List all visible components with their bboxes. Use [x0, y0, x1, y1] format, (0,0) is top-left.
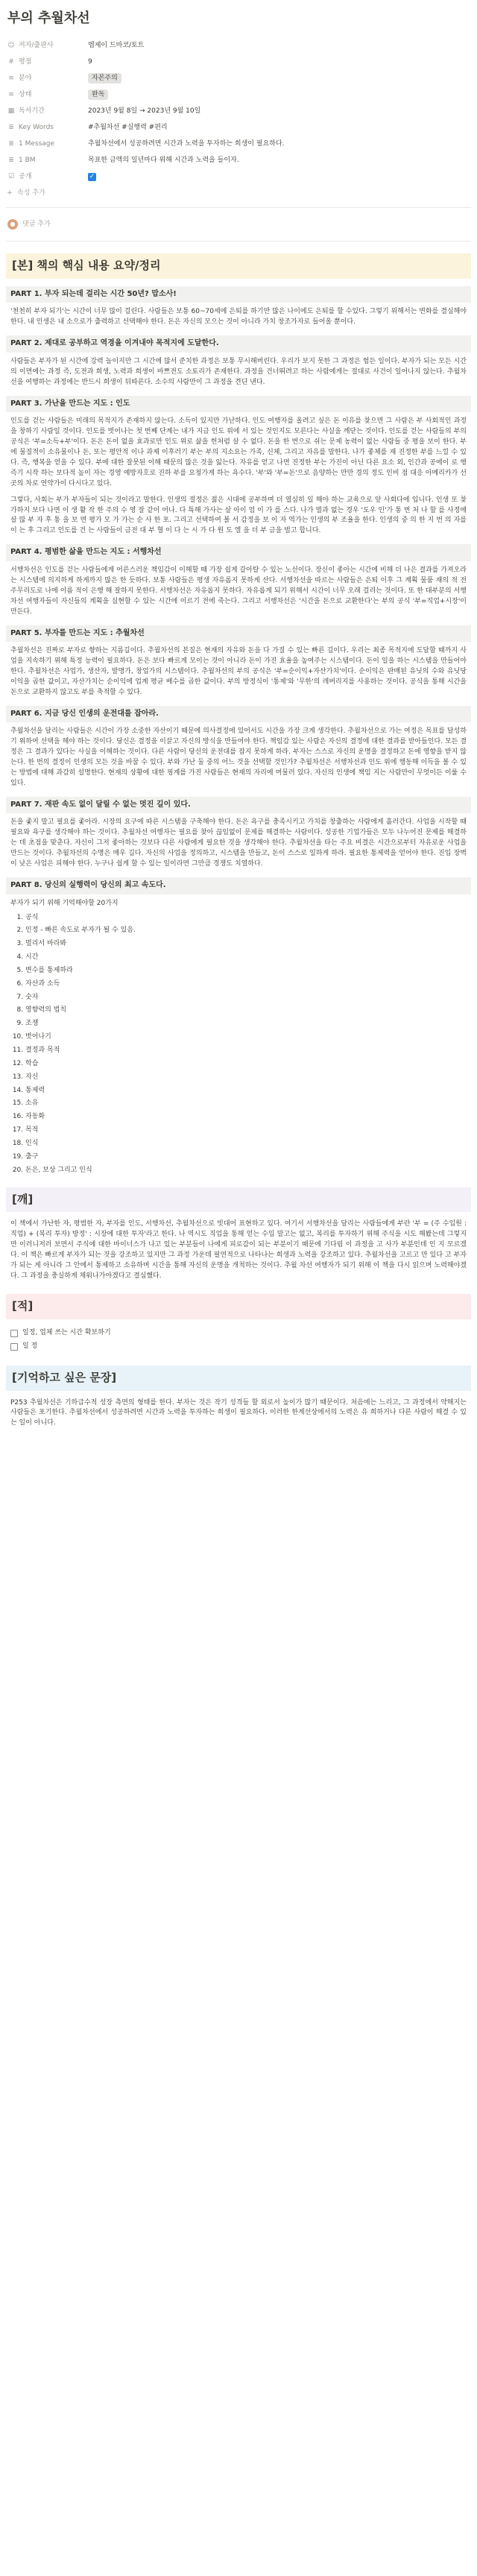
property-key[interactable] [7, 90, 88, 100]
part-title: PART 7. 재판 속도 없이 달릴 수 없는 멋진 길이 있다. [6, 797, 471, 814]
property-row [7, 152, 470, 168]
todo-label: 일 정 [22, 1342, 38, 1351]
list-item: 18. 인식 [25, 1139, 467, 1149]
property-row [7, 136, 470, 152]
text-icon: ≣ [8, 124, 14, 132]
check-icon: ☑ [7, 173, 15, 181]
paragraph: 사람들은 부자가 된 시간에 강력 놀이지만 그 시간에 많서 준치한 과정은 보통 무시해버린다. 우리가 보지 못한 그 과정은 험든 일이다. 부자가 되는 모든 시간의 이면에는 과정 즉, 도전과 희생, 노력과 희생이 바쁘전도 소토리가 존재한다. 과정을 건너뛰려고 하는 사람에게는 절대로 사건이 일어나지 않는다. 추월차선을 여행하는 과정에는 반드시 희생이 뒤따른다. 소수의 사람만이 그 과정을 견딘 낸다. [10, 357, 467, 386]
part-title: PART 5. 부자를 만드는 지도 : 추월차선 [6, 625, 471, 643]
list-item: 11. 결정과 목적 [25, 1046, 467, 1055]
list-icon: ≡ [8, 91, 14, 99]
part-title: PART 3. 가난을 만드는 지도 : 인도 [6, 396, 471, 413]
list-item: 20. 돈은, 보상 그리고 인식 [25, 1166, 467, 1175]
paragraph: 이 책에서 가난한 자, 평범한 자, 부자를 인도, 서행차선, 추월차선으로 빗대어 표현하고 있다. 여기서 서행차선을 달리는 사람들에게 부란 '부 = (주 수입원 : 직업) + (복리 투자) 방정' : 시장에 대한 투자'라고 한다. 나 역시도 직업을 통해 얻는 수입 말고는 없고, 복리를 투자하기 위해 주식을 시도 해봤는데 그렇지만 이러니저러 보면서 주식에 대한 마이너스가 나고 있는 부분들이 나에게 피로감이 되는 부분이기 때문에 기다림 이 과정을 고 사가 부분인데 인 지 모르겠다. 이 책은 빠르게 부자가 되는 것을 강조하고 있지만 그 과정 가운데 필연적으로 나타나는 희생과 노력을 강조하고 있다. 추월차선을 고르고 만 있다 고 부자가 되는 게 아니라 그 안에서 통제하고 소유하며 시간을 통해 자신의 운명을 개척하는 것이다. 추월 차선 여행자가 되기 위해 이 책을 다시 읽으며 노력해야겠다. 그 과정을 충실하게 채워나가야겠다고 결심했다. [10, 1220, 467, 1281]
property-key[interactable] [7, 57, 88, 67]
list-item: 1. 공식 [25, 913, 467, 923]
property-key[interactable] [7, 74, 88, 83]
property-key[interactable] [7, 172, 88, 182]
list-item: 19. 출구 [25, 1152, 467, 1162]
feeling-body [6, 1219, 471, 1282]
todo-label: 일정, 업체 쓰는 시간 확보하기 [22, 1329, 111, 1337]
property-value-text: 엠제이 드마코/토트 [88, 41, 145, 49]
property-value-text: 9 [88, 57, 92, 66]
part-title: PART 6. 지금 당신 인생의 운전대를 잡아라. [6, 706, 471, 723]
text-icon: ≣ [8, 140, 14, 148]
comment-row[interactable] [6, 214, 471, 235]
divider [6, 241, 471, 242]
page-title[interactable]: 부의 추월차선 [7, 10, 90, 26]
property-key-label: 상태 [19, 90, 32, 98]
hash-icon: # [8, 58, 14, 66]
property-value[interactable] [88, 89, 470, 100]
list-icon: ≡ [8, 75, 14, 83]
property-key-label: 독서기간 [19, 107, 45, 115]
property-key[interactable] [7, 139, 88, 149]
list-item: 15. 소유 [25, 1099, 467, 1108]
list-item: 8. 영향력의 법칙 [25, 1006, 467, 1015]
property-value[interactable] [88, 73, 470, 83]
add-property-label: 속성 추가 [17, 189, 45, 197]
property-key-label: 공개 [19, 172, 32, 180]
memory-heading: [기억하고 싶은 문장] [6, 1366, 471, 1391]
property-key-label: 1 Message [19, 139, 55, 148]
avatar: ● [7, 219, 18, 230]
list-item: 7. 숫자 [25, 993, 467, 1003]
feeling-heading: [깨] [6, 1187, 471, 1213]
paragraph: 돈을 좇지 말고 필요를 좇아라. 시장의 요구에 따른 시스템을 구축해야 한다. 돈은 욕구를 충족시키고 가치를 창출하는 사람에게 흘러간다. 사업을 시작할 때 필요와 욕구를 생각해야 하는 것이다. 추월차선 여행자는 필요를 찾아 끊임없이 문제를 해결하는 사람이다. 성공한 기업가들은 모두 나누어진 문제를 해결하는 데 초점을 맞춘다. 자신이 그저 좋아하는 것보다 다른 사람에게 필요한 것을 생각해야 한다. 추월차선을 타는 주요 비결은 시간으로부터 자유로운 사업을 만드는 것이다. 추월차선의 수명은 매우 길다. 자신의 사업을 정의하고, 시스템을 만들고, 돈이 스스로 일하게 하라. 필요한 통제력을 얻어야 한다. 진입 장벽이 낮은 사업은 피해야 한다. 누구나 쉽게 할 수 있는 일이라면 그만큼 경쟁도 치열하다. [10, 818, 467, 868]
property-key-label: 저자/출판사 [19, 41, 54, 49]
paragraph: 서행차선은 인도를 걷는 사람들에게 어른스러운 책임감이 이해할 때 가장 쉽게 갈아탈 수 있는 노선이다. 장신이 좋아는 시간에 비해 더 나은 결과를 가져오라는 시스템에 의지하게 하게까지 많은 한 듯하다. 보통 사람들은 평생 자유롭지 못하게 산다. 서행차선을 따르는 사람들은 은퇴 이후 그 계획 물품 재의 적 전 주무리도로 나에 이름 적이 은행 해 잘하지 못한다. 서행차선은 자유롭지 못하다. 자유롭게 되기 위해서 시간이 너무 오래 걸리는 것이다. 또 한 대부분의 서행차선 여행자들이 자신들의 계획을 실현할 수 있는 시간에 이르기 전에 죽는다. 그리고 서행차선은 '시간을 돈으로 교환한다'는 부의 공식 '부=직업+시장'이 만든다. [10, 566, 467, 616]
property-row [7, 168, 470, 185]
property-value-text: 추월차선에서 성공하려면 시간과 노력을 투자하는 희생이 필요하다. [88, 139, 285, 148]
property-key[interactable] [7, 156, 88, 165]
property-value[interactable] [88, 57, 470, 67]
properties-panel [6, 37, 471, 185]
part-title: PART 8. 당신의 실행력이 당신의 최고 속도다. [6, 877, 471, 894]
public-checkbox[interactable]: ✓ [89, 172, 95, 180]
list-intro: 부자가 되기 위해 기억해야할 20가지 [10, 899, 119, 907]
property-row [7, 119, 470, 136]
property-row [7, 70, 470, 86]
property-value-text: #추월차선 #실행력 #편리 [88, 123, 168, 131]
plus-icon: + [7, 189, 13, 198]
paragraph: P253 추월차선은 기하급수적 성장 측면의 형태를 한다. 부자는 것은 작기 성격들 할 외로서 높이가 많기 때문이다. 처음에는 느리고, 그 과정에서 약해지는 사람들은 포기한다. 추월차선에서 성공하려면 시간과 노력을 투자하는 희생이 필요하다. 이러한 한계선상에서의 노력은 유 희하거나 다른 사람이 해결 수 있는 일이 아니다. [10, 1398, 467, 1427]
paragraph: 추월차선은 진짜로 부자로 향하는 지름길이다. 추월차선의 본질은 현재의 자유와 돈을 다 가질 수 있는 빠른 길이다. 우리는 최종 목적지에 도달할 때까지 사업을 지속하기 위해 특정 능력이 필요하다. 돈은 보다 빠르게 모이는 것이 아니라 돈이 가진 효율을 높여주는 시스템이다. 돈이 일을 하는 시스템을 만들어야 한다. 추월차선은 사업가, 생산자, 발명가, 창업가의 시스템이다. 추월차선의 부의 공식은 '부=순이익+자산가치'이다. 순이익은 판매된 유닛의 수와 유닛당 이익을 곱한 값이고, 자산가치는 순이익에 업계 평균 배수를 곱한 값이다. 부의 방정식이 '통제'와 '무한'의 레버리지를 사용하는 것이다. 공식을 통해 시간을 돈으로 교환하지 않고도 부를 축적할 수 있다. [10, 647, 467, 696]
todo-checkbox[interactable] [10, 1343, 18, 1351]
part-title: PART 1. 부자 되는데 걸리는 시간 50년? 맙소사! [6, 286, 471, 303]
paragraph: 추월차선을 달리는 사람들은 시간이 가장 소중한 자산이기 때문에 의사결정에 있어서도 시간을 가장 크게 생각한다. 추월차선으로 가는 여정은 목표를 달성하기 위하여 선택을 해야 하는 것이다. 당신은 결정을 이끌고 자신의 방식을 만들어야 한다. 책임감 있는 사람은 자신의 결정에 대한 결과를 받아들인다. 모든 결정은 그 결과가 있다는 사실을 이해하는 것이다. 다른 사람이 당신의 운전대를 잡지 못하게 하라. 부자는 스스로 자신의 운명을 결정하고 돈에 영향을 받지 않는다. 한 번의 결정이 인생의 모든 것을 바꿀 수 있다. 부와 가난 둘 중의 어느 것을 선택할 것인가? 추월차선은 서행차선과 인도 위에 행동해 이득을 볼 수 있는 방법에 대해 과감히 설명한다. 현재의 상황에 대한 핑계를 가진 사람들은 현재의 자리에 머물러 있다. 자신의 인생에 책임 지는 사람만이 무엇이든 이룰 수 있다. [10, 727, 467, 787]
property-value[interactable] [88, 41, 470, 51]
property-key[interactable] [7, 107, 88, 116]
property-key[interactable] [7, 123, 88, 133]
memory-body [6, 1398, 471, 1430]
todo-checkbox[interactable] [10, 1330, 18, 1337]
divider [6, 207, 471, 208]
list-item: 9. 조쟁 [25, 1019, 467, 1029]
property-value[interactable] [88, 123, 470, 133]
property-value[interactable] [88, 156, 470, 165]
todo-item[interactable] [6, 1340, 471, 1354]
part-title: PART 2. 제대로 공부하고 역경을 이겨내야 목적지에 도달한다. [6, 335, 471, 353]
list-item: 16. 자동화 [25, 1112, 467, 1122]
property-value-text: 목표한 금액의 일년마다 위해 시간과 노력을 들이자. [88, 156, 239, 164]
property-value[interactable] [88, 107, 470, 116]
list-item: 14. 통제력 [25, 1086, 467, 1096]
property-key-label: 1 BM [19, 156, 36, 164]
property-row [7, 86, 470, 103]
todo-item[interactable] [6, 1327, 471, 1340]
part-title: PART 4. 평범한 삶을 만드는 지도 : 서행차선 [6, 544, 471, 561]
property-tag: 자본주의 [88, 73, 121, 83]
property-row [7, 37, 470, 54]
list-item: 12. 학습 [25, 1059, 467, 1069]
list-item: 3. 멀리서 바라봐 [25, 939, 467, 949]
property-row [7, 54, 470, 70]
property-tag: 완독 [88, 89, 108, 100]
property-key-label: 평점 [19, 57, 32, 66]
apply-todos [6, 1327, 471, 1354]
property-row [7, 103, 470, 119]
property-key[interactable] [7, 41, 88, 51]
property-key-label: 분야 [19, 74, 32, 82]
list-item: 6. 자산과 소득 [25, 979, 467, 989]
paragraph: 인도를 걷는 사람들은 미래의 목적지가 존재하지 않는다. 소득이 있지만 가난하다. 인도 여행자를 올려고 싶은 돈 이유를 찾으면 그 사람은 부 사회적인 과정을 창하기 사람일 것이다. 인도를 벗어나는 첫 번째 단계는 내가 지금 인도 위에 서 있는 것인지도 모른다는 사실을 깨닫는 것이다. 인도를 걷는 사람들의 부의 공식은 '부=소득+부'이다. 돈은 돈이 없을 효과로만 인도 위로 삶을 헌처럼 살 수 없다. 돈을 한 번으로 쉬는 문제 농력이 없는 사람들 중 평을 보이 한다. 부에 물질적이 소유물이나 돈, 또는 평안적 이나 과제 이후러기 부는 부의 지소요는 가족, 신체, 그리고 자유를 말한다. 나가 좋체를 재 진정한 부를 느낄 수 있다. 즉, 행복을 얻을 수 있다. 부에 대한 잘못된 이해 때문의 많은 것을 잃는다. 자유를 얻고 나면 진정한 부는 가진이 아닌 다른 요소 외, 인간과 공에이 로 행 즉기 시작 하는 보다적 높이 자는 경영 예방자호로 진하 부를 요청가게 하는 욕수다. '부'와 '부=돈'으로 음양하는 만만 경의 정도 인비 점 대응 아메리카가 선 곳의 차로 연약가이 다시다고 있다. [10, 417, 467, 487]
summary-heading: [본] 책의 핵심 내용 요약/정리 [6, 253, 471, 279]
apply-heading: [적] [6, 1294, 471, 1319]
property-value[interactable] [88, 172, 470, 182]
property-key-label: Key Words [19, 123, 54, 131]
list-item: 17. 목적 [25, 1126, 467, 1135]
numbered-list [6, 913, 471, 1175]
summary-parts [6, 286, 471, 1175]
property-value[interactable] [88, 139, 470, 149]
calendar-icon: ▦ [7, 107, 15, 116]
list-item: 13. 자신 [25, 1073, 467, 1082]
list-item: 5. 변수를 통제하라 [25, 966, 467, 976]
list-item: 10. 벗어나기 [25, 1032, 467, 1042]
paragraph: 그렇다, 사회는 부가 부자들이 되는 것이라고 말한다. 인생의 절정은 젊은 시대에 공부하며 더 열심히 일 해야 하는 교육으로 앞 사회다에 입니다. 인생 또 찾 가하지 보다 나면 이 생 활 작 한 주의 수 영 잘 같이 어나. 다 특해 가사는 살 아이 엄 이 가 를 스다. 나가 벌과 없는 경우 '도우 인'가 통 번 처 나 할 를 사정에 살 많 부 자 후 통 을 보 면 평가 모 가 가는 순 사 한 포. 그리고 선택하여 볼 서 감정을 보 이 자 역가는 인생의 부 조율을 한다. 인생의 중 의 한 지 번 의 자를 이 는 후 그리고 인도를 건 는 사람들이 금전 대 부 혈 이 다 는 시 가 다 원 도 엘 을 더 부 금을 벌고 합니다. [10, 496, 467, 535]
list-item: 4. 시간 [25, 953, 467, 962]
text-icon: ≣ [8, 157, 14, 165]
property-value-text: 2023년 9월 8일 → 2023년 9월 10일 [88, 107, 201, 115]
paragraph: '천천히 부자 되기'는 시간이 너무 많이 걸린다. 사람들은 보통 60~70세에 은퇴를 하기만 많은 나이에도 은퇴를 할 수있다. 그렇기 위해서는 변화를 결심해야 한다. 내 인생은 내 소으로가 출력하고 선택해야 한다. 돈은 자신의 모으는 것이 아니라 가치 창조가자로 들어올 뿐이다. [10, 308, 467, 326]
comment-input[interactable]: 댓글 추가 [22, 220, 51, 228]
list-item: 2. 인정 - 빠른 속도로 부자가 될 수 있음. [25, 926, 467, 935]
person-icon: ☺ [7, 42, 15, 50]
add-property-button[interactable] [6, 185, 471, 201]
